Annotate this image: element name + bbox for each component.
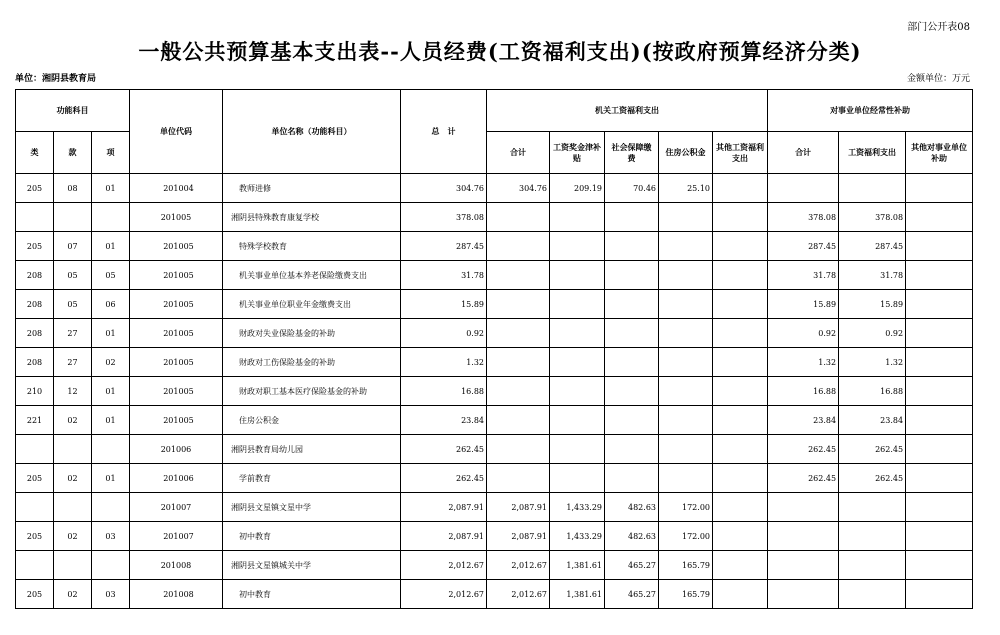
cell-inst-other (906, 493, 973, 522)
cell-inst-wage: 262.45 (839, 435, 906, 464)
cell-org-housing (659, 290, 713, 319)
cell-kuan: 05 (54, 290, 92, 319)
cell-xiang: 06 (92, 290, 130, 319)
cell-org-bonus: 1,381.61 (550, 551, 605, 580)
cell-inst-wage (839, 551, 906, 580)
cell-xiang (92, 435, 130, 464)
table-row (16, 319, 973, 348)
cell-org-housing: 172.00 (659, 522, 713, 551)
cell-name: 机关事业单位基本养老保险缴费支出 (223, 261, 401, 290)
cell-kuan: 02 (54, 464, 92, 493)
cell-org-social (605, 261, 659, 290)
cell-code: 201008 (130, 551, 223, 580)
cell-inst-other (906, 551, 973, 580)
cell-total: 262.45 (401, 435, 487, 464)
cell-name: 学前教育 (223, 464, 401, 493)
cell-org-social: 482.63 (605, 493, 659, 522)
cell-org-sum: 304.76 (487, 174, 550, 203)
cell-inst-other (906, 174, 973, 203)
cell-kuan: 07 (54, 232, 92, 261)
cell-kuan: 02 (54, 580, 92, 609)
cell-org-housing (659, 319, 713, 348)
cell-org-social: 482.63 (605, 522, 659, 551)
cell-lei: 208 (16, 348, 54, 377)
cell-inst-sum: 23.84 (768, 406, 839, 435)
cell-kuan (54, 435, 92, 464)
cell-code: 201005 (130, 290, 223, 319)
cell-code: 201005 (130, 203, 223, 232)
cell-lei: 205 (16, 522, 54, 551)
cell-lei: 221 (16, 406, 54, 435)
cell-org-social (605, 435, 659, 464)
cell-inst-sum: 0.92 (768, 319, 839, 348)
cell-kuan: 05 (54, 261, 92, 290)
cell-total: 31.78 (401, 261, 487, 290)
cell-name: 机关事业单位职业年金缴费支出 (223, 290, 401, 319)
cell-inst-sum: 378.08 (768, 203, 839, 232)
cell-code: 201005 (130, 319, 223, 348)
cell-lei: 208 (16, 290, 54, 319)
cell-org-bonus (550, 435, 605, 464)
table-row (16, 290, 973, 319)
table-row (16, 261, 973, 290)
cell-org-bonus (550, 464, 605, 493)
cell-name: 财政对失业保险基金的补助 (223, 319, 401, 348)
cell-inst-wage: 287.45 (839, 232, 906, 261)
header-org-social: 社会保障缴费 (605, 132, 659, 174)
cell-lei: 208 (16, 319, 54, 348)
cell-org-bonus (550, 203, 605, 232)
table-row (16, 406, 973, 435)
cell-inst-wage (839, 493, 906, 522)
cell-inst-other (906, 580, 973, 609)
cell-org-housing (659, 261, 713, 290)
cell-inst-sum (768, 551, 839, 580)
cell-org-sum (487, 377, 550, 406)
cell-org-other (713, 406, 768, 435)
cell-inst-wage (839, 174, 906, 203)
cell-name: 湘阴县教育局幼儿园 (223, 435, 401, 464)
cell-code: 201005 (130, 348, 223, 377)
cell-kuan: 27 (54, 348, 92, 377)
cell-name: 财政对职工基本医疗保险基金的补助 (223, 377, 401, 406)
cell-org-housing (659, 406, 713, 435)
cell-name: 湘阴县特殊教育康复学校 (223, 203, 401, 232)
cell-lei: 205 (16, 464, 54, 493)
cell-lei: 208 (16, 261, 54, 290)
cell-org-social (605, 232, 659, 261)
cell-inst-sum: 1.32 (768, 348, 839, 377)
cell-lei (16, 435, 54, 464)
cell-org-housing (659, 203, 713, 232)
cell-org-bonus (550, 261, 605, 290)
cell-org-social (605, 464, 659, 493)
table-row (16, 464, 973, 493)
cell-total: 2,087.91 (401, 522, 487, 551)
cell-org-social (605, 377, 659, 406)
cell-inst-other (906, 377, 973, 406)
header-org-wage: 机关工资福利支出 (487, 90, 768, 132)
cell-inst-sum (768, 522, 839, 551)
cell-kuan: 02 (54, 406, 92, 435)
cell-inst-sum (768, 580, 839, 609)
cell-org-social: 465.27 (605, 551, 659, 580)
cell-org-sum (487, 319, 550, 348)
cell-name: 初中教育 (223, 580, 401, 609)
cell-lei: 205 (16, 174, 54, 203)
cell-org-other (713, 551, 768, 580)
cell-total: 378.08 (401, 203, 487, 232)
cell-inst-other (906, 290, 973, 319)
cell-inst-wage: 262.45 (839, 464, 906, 493)
cell-total: 1.32 (401, 348, 487, 377)
cell-org-bonus (550, 232, 605, 261)
cell-org-sum (487, 203, 550, 232)
cell-org-sum (487, 406, 550, 435)
cell-org-bonus (550, 406, 605, 435)
cell-inst-other (906, 522, 973, 551)
header-inst-other: 其他对事业单位补助 (906, 132, 973, 174)
cell-org-housing: 25.10 (659, 174, 713, 203)
cell-xiang: 01 (92, 174, 130, 203)
cell-total: 262.45 (401, 464, 487, 493)
cell-name: 初中教育 (223, 522, 401, 551)
cell-org-sum (487, 232, 550, 261)
cell-inst-wage: 23.84 (839, 406, 906, 435)
header-kuan: 款 (54, 132, 92, 174)
header-inst-subsidy: 对事业单位经常性补助 (768, 90, 973, 132)
table-row (16, 174, 973, 203)
cell-name: 湘阴县文星镇城关中学 (223, 551, 401, 580)
cell-name: 特殊学校教育 (223, 232, 401, 261)
cell-xiang (92, 551, 130, 580)
cell-org-social (605, 406, 659, 435)
header-unit-code: 单位代码 (130, 90, 223, 174)
table-row (16, 232, 973, 261)
cell-code: 201006 (130, 464, 223, 493)
cell-org-social (605, 290, 659, 319)
cell-kuan (54, 551, 92, 580)
cell-org-other (713, 319, 768, 348)
cell-name: 财政对工伤保险基金的补助 (223, 348, 401, 377)
unit-label: 单位：湘阴县教育局 (15, 74, 97, 84)
cell-inst-sum: 31.78 (768, 261, 839, 290)
cell-code: 201005 (130, 406, 223, 435)
cell-org-social: 70.46 (605, 174, 659, 203)
cell-org-sum: 2,012.67 (487, 551, 550, 580)
cell-code: 201005 (130, 261, 223, 290)
cell-total: 23.84 (401, 406, 487, 435)
cell-inst-other (906, 464, 973, 493)
cell-kuan (54, 203, 92, 232)
cell-org-housing: 165.79 (659, 580, 713, 609)
cell-code: 201008 (130, 580, 223, 609)
cell-org-bonus: 1,433.29 (550, 493, 605, 522)
cell-org-bonus: 1,433.29 (550, 522, 605, 551)
cell-org-social: 465.27 (605, 580, 659, 609)
amount-unit-label: 金额单位：万元 (906, 74, 970, 84)
cell-total: 304.76 (401, 174, 487, 203)
header-total: 总 计 (401, 90, 487, 174)
cell-org-housing (659, 232, 713, 261)
table-row (16, 580, 973, 609)
cell-org-other (713, 493, 768, 522)
budget-table (15, 89, 973, 609)
cell-name: 住房公积金 (223, 406, 401, 435)
cell-xiang: 01 (92, 464, 130, 493)
cell-name: 教师进修 (223, 174, 401, 203)
cell-inst-wage (839, 522, 906, 551)
cell-code: 201006 (130, 435, 223, 464)
table-row (16, 493, 973, 522)
report-code: 部门公开表08 (907, 22, 970, 33)
cell-xiang: 01 (92, 232, 130, 261)
cell-xiang: 01 (92, 406, 130, 435)
cell-kuan: 12 (54, 377, 92, 406)
header-unit-name: 单位名称（功能科目） (223, 90, 401, 174)
cell-org-other (713, 203, 768, 232)
cell-org-social (605, 348, 659, 377)
cell-code: 201005 (130, 232, 223, 261)
cell-xiang: 05 (92, 261, 130, 290)
cell-xiang (92, 493, 130, 522)
cell-total: 2,012.67 (401, 551, 487, 580)
header-org-bonus: 工资奖金津补贴 (550, 132, 605, 174)
cell-inst-sum: 262.45 (768, 435, 839, 464)
table-row (16, 348, 973, 377)
header-inst-wage: 工资福利支出 (839, 132, 906, 174)
cell-org-bonus (550, 377, 605, 406)
cell-total: 2,012.67 (401, 580, 487, 609)
table-row (16, 435, 973, 464)
cell-org-housing (659, 435, 713, 464)
cell-kuan: 27 (54, 319, 92, 348)
cell-inst-wage: 15.89 (839, 290, 906, 319)
cell-kuan: 02 (54, 522, 92, 551)
cell-org-other (713, 232, 768, 261)
cell-org-sum (487, 348, 550, 377)
cell-kuan: 08 (54, 174, 92, 203)
cell-lei (16, 203, 54, 232)
cell-org-other (713, 522, 768, 551)
cell-org-sum (487, 290, 550, 319)
cell-org-bonus (550, 319, 605, 348)
cell-org-bonus: 209.19 (550, 174, 605, 203)
cell-inst-other (906, 406, 973, 435)
cell-inst-sum (768, 174, 839, 203)
cell-xiang: 03 (92, 580, 130, 609)
cell-org-social (605, 319, 659, 348)
header-lei: 类 (16, 132, 54, 174)
cell-inst-wage: 378.08 (839, 203, 906, 232)
cell-xiang: 02 (92, 348, 130, 377)
page-title: 一般公共预算基本支出表--人员经费(工资福利支出)(按政府预算经济分类) (138, 39, 862, 64)
cell-org-sum (487, 464, 550, 493)
cell-inst-other (906, 261, 973, 290)
cell-org-housing: 172.00 (659, 493, 713, 522)
cell-inst-other (906, 232, 973, 261)
cell-inst-other (906, 348, 973, 377)
cell-org-sum: 2,087.91 (487, 522, 550, 551)
table-row (16, 203, 973, 232)
cell-lei: 205 (16, 580, 54, 609)
cell-lei (16, 493, 54, 522)
cell-kuan (54, 493, 92, 522)
cell-total: 2,087.91 (401, 493, 487, 522)
cell-inst-sum: 15.89 (768, 290, 839, 319)
cell-inst-other (906, 435, 973, 464)
header-xiang: 项 (92, 132, 130, 174)
cell-inst-sum: 287.45 (768, 232, 839, 261)
cell-code: 201005 (130, 377, 223, 406)
cell-name: 湘阴县文星镇文星中学 (223, 493, 401, 522)
cell-org-sum (487, 435, 550, 464)
cell-inst-sum (768, 493, 839, 522)
header-func-subject: 功能科目 (16, 90, 130, 132)
cell-org-other (713, 464, 768, 493)
cell-org-other (713, 377, 768, 406)
cell-org-housing (659, 377, 713, 406)
cell-org-other (713, 290, 768, 319)
cell-org-housing (659, 348, 713, 377)
cell-org-other (713, 435, 768, 464)
cell-total: 16.88 (401, 377, 487, 406)
cell-total: 287.45 (401, 232, 487, 261)
cell-lei: 205 (16, 232, 54, 261)
cell-org-bonus (550, 290, 605, 319)
cell-org-sum: 2,012.67 (487, 580, 550, 609)
cell-org-bonus (550, 348, 605, 377)
cell-org-other (713, 261, 768, 290)
header-inst-sum: 合计 (768, 132, 839, 174)
cell-xiang (92, 203, 130, 232)
table-row (16, 551, 973, 580)
cell-code: 201007 (130, 493, 223, 522)
cell-inst-other (906, 203, 973, 232)
cell-code: 201007 (130, 522, 223, 551)
cell-inst-sum: 16.88 (768, 377, 839, 406)
cell-org-housing: 165.79 (659, 551, 713, 580)
header-org-other: 其他工资福利支出 (713, 132, 768, 174)
cell-code: 201004 (130, 174, 223, 203)
cell-xiang: 01 (92, 377, 130, 406)
header-org-sum: 合计 (487, 132, 550, 174)
cell-inst-other (906, 319, 973, 348)
cell-org-other (713, 348, 768, 377)
header-org-housing: 住房公积金 (659, 132, 713, 174)
cell-xiang: 03 (92, 522, 130, 551)
cell-org-other (713, 580, 768, 609)
cell-inst-sum: 262.45 (768, 464, 839, 493)
cell-org-other (713, 174, 768, 203)
cell-org-sum: 2,087.91 (487, 493, 550, 522)
cell-inst-wage (839, 580, 906, 609)
cell-total: 15.89 (401, 290, 487, 319)
cell-total: 0.92 (401, 319, 487, 348)
table-row (16, 377, 973, 406)
cell-org-housing (659, 464, 713, 493)
cell-lei: 210 (16, 377, 54, 406)
cell-org-bonus: 1,381.61 (550, 580, 605, 609)
table-row (16, 522, 973, 551)
cell-org-sum (487, 261, 550, 290)
cell-org-social (605, 203, 659, 232)
cell-inst-wage: 31.78 (839, 261, 906, 290)
cell-inst-wage: 1.32 (839, 348, 906, 377)
cell-lei (16, 551, 54, 580)
cell-inst-wage: 0.92 (839, 319, 906, 348)
cell-inst-wage: 16.88 (839, 377, 906, 406)
cell-xiang: 01 (92, 319, 130, 348)
